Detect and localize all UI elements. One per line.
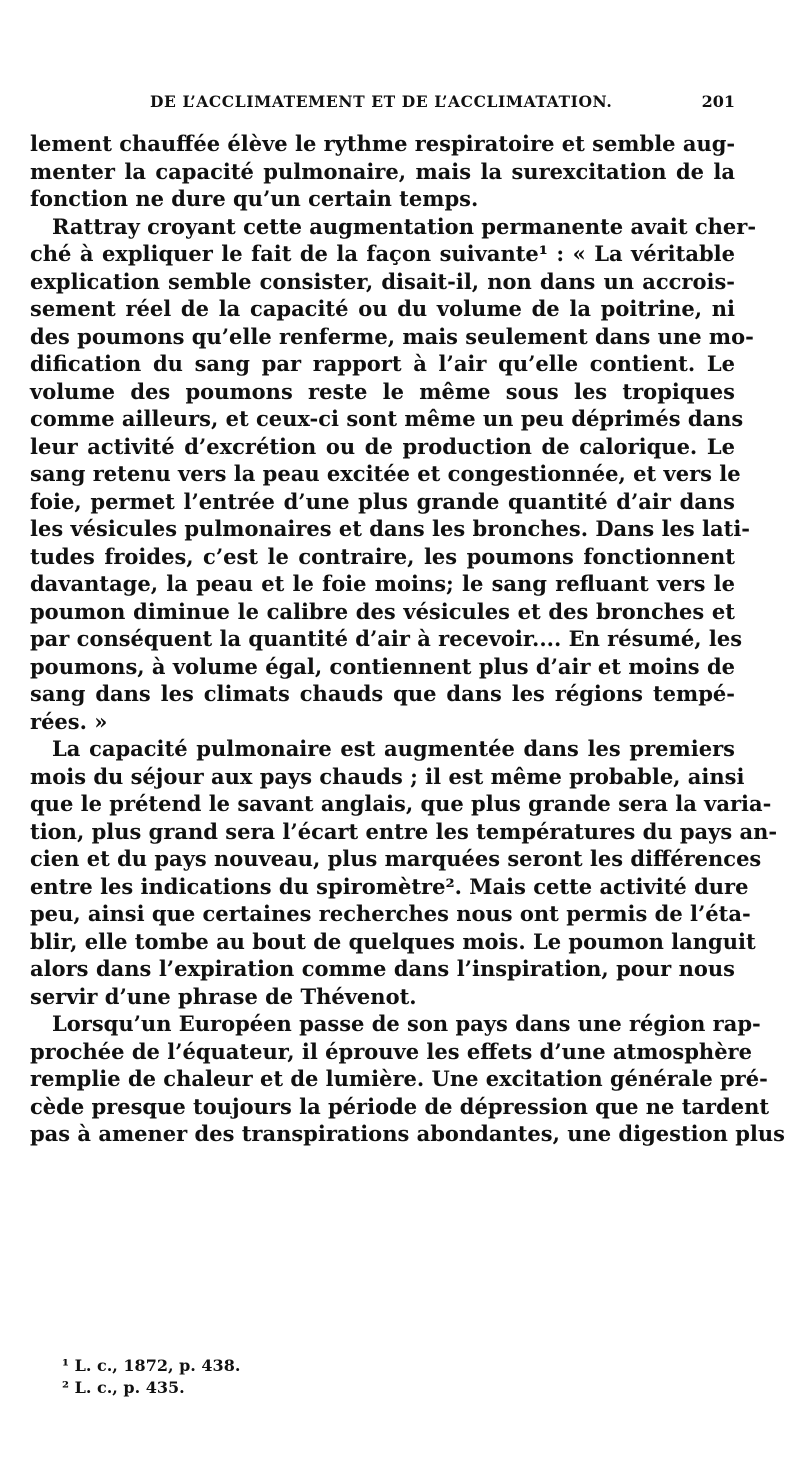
text-line: explication semble consister, disait-il, non dans un accrois- — [30, 268, 735, 294]
text-line: foie, permet l’entrée d’une plus grande quantité d’air dans — [30, 488, 735, 514]
text-line: cien et du pays nouveau, plus marquées seront les différences — [30, 846, 762, 871]
text-line: ché à expliquer le fait de la façon suivante¹ : « La véritable — [30, 241, 735, 266]
text-line: Rattray croyant cette augmentation permanente avait cher- — [52, 213, 757, 239]
running-title: DE L’ACCLIMATEMENT ET DE L’ACCLIMATATION. — [150, 92, 613, 111]
text-line: rées. » — [30, 708, 108, 734]
text-line: entre les indications du spiromètre². Mais cette activité dure — [30, 873, 749, 899]
text-line: remplie de chaleur et de lumière. Une excitation générale pré- — [30, 1066, 768, 1091]
text-line: des poumons qu’elle renferme, mais seulement dans une mo- — [30, 323, 754, 349]
text-line: La capacité pulmonaire est augmentée dans les premiers — [52, 736, 735, 761]
text-line: lement chauffée élève le rythme respiratoire et semble aug- — [30, 131, 736, 156]
page-header — [150, 92, 735, 116]
text-line: servir d’une phrase de Thévenot. — [30, 983, 417, 1009]
text-line: cède presque toujours la période de dépression que ne tardent — [30, 1093, 770, 1119]
text-line: sang dans les climats chauds que dans les régions tempé- — [30, 681, 735, 706]
text-line: poumons, à volume égal, contiennent plus d’air et moins de — [30, 653, 735, 679]
text-line: fonction ne dure qu’un certain temps. — [30, 186, 479, 211]
text-line: Lorsqu’un Européen passe de son pays dans une région rap- — [52, 1011, 761, 1036]
text-line: que le prétend le savant anglais, que plus grande sera la varia- — [30, 791, 772, 816]
footnote-1: ¹ L. c., 1872, p. 438. — [62, 1356, 241, 1375]
page-number: 201 — [701, 92, 735, 111]
text-line: par conséquent la quantité d’air à recevoir.... En résumé, les — [30, 626, 743, 651]
text-line: menter la capacité pulmonaire, mais la surexcitation de la — [30, 158, 735, 184]
text-line: tion, plus grand sera l’écart entre les températures du pays an- — [30, 818, 778, 844]
text-line: volume des poumons reste le même sous les tropiques — [30, 378, 735, 404]
text-line: sement réel de la capacité ou du volume de la poitrine, ni — [30, 296, 735, 321]
footnotes — [62, 1355, 362, 1399]
text-line: pas à amener des transpirations abondantes, une digestion plus — [30, 1121, 785, 1146]
text-line: tudes froides, c’est le contraire, les poumons fonctionnent — [30, 543, 735, 569]
text-line: comme ailleurs, et ceux-ci sont même un peu déprimés dans — [30, 406, 744, 431]
body-text — [30, 130, 785, 1148]
text-line: peu, ainsi que certaines recherches nous ont permis de l’éta- — [30, 901, 751, 926]
text-line: sang retenu vers la peau excitée et congestionnée, et vers le — [30, 461, 741, 486]
text-line: blir, elle tombe au bout de quelques mois. Le poumon languit — [30, 928, 756, 954]
text-line: dification du sang par rapport à l’air qu’elle contient. Le — [30, 351, 735, 376]
footnote-2: ² L. c., p. 435. — [62, 1378, 185, 1397]
text-line: poumon diminue le calibre des vésicules et des bronches et — [30, 598, 735, 624]
text-line: les vésicules pulmonaires et dans les bronches. Dans les lati- — [30, 516, 751, 541]
text-line: prochée de l’équateur, il éprouve les effets d’une atmosphère — [30, 1038, 752, 1064]
text-line: mois du séjour aux pays chauds ; il est même probable, ainsi — [30, 763, 745, 789]
text-line: leur activité d’excrétion ou de production de calorique. Le — [30, 433, 735, 459]
text-line: alors dans l’expiration comme dans l’inspiration, pour nous — [30, 956, 735, 981]
text-line: davantage, la peau et le foie moins; le sang refluant vers le — [30, 571, 735, 596]
